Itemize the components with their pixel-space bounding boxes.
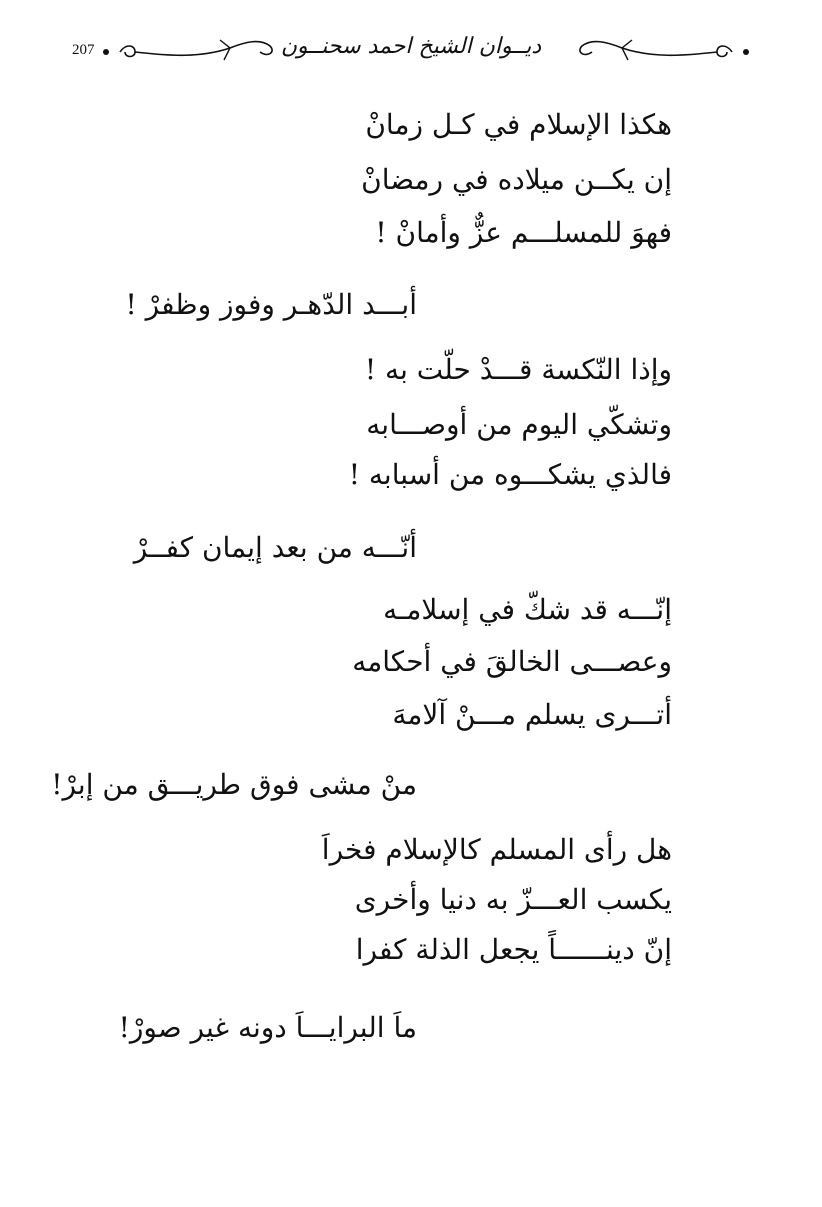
verse-line: هل رأى المسلم كالإسلام فخراَ <box>321 833 672 866</box>
stanza-refrain: منْ مشى فوق طريـــق من إبرْ! <box>51 768 417 801</box>
verse-line: فالذي يشكـــوه من أسبابه ! <box>348 458 672 491</box>
verse-line: إنّـــه قد شكّ في إسلامـه <box>383 593 672 626</box>
stanza-refrain: أبـــد الدّهـر وفوز وظفرْ ! <box>125 288 417 321</box>
verse-line: إنّ دينــــــاً يجعل الذلة كفرا <box>355 933 672 966</box>
stanza-refrain: ماَ البرايـــاَ دونه غير صورْ! <box>118 1011 417 1044</box>
book-title: ديــوان الشيخ احمد سحنــون <box>280 34 542 59</box>
verse-line: وتشكّي اليوم من أوصـــابه <box>366 408 672 441</box>
verse-line: وإذا النّكسة قـــدْ حلّت به ! <box>364 353 672 386</box>
page-number: 207 <box>72 42 95 58</box>
verse-line: أتـــرى يسلم مـــنْ آلامهَ <box>392 698 672 731</box>
verse-line: فهوَ للمسلـــم عزٌّ وأمانْ ! <box>375 216 672 249</box>
stanza-refrain: أنّـــه من بعد إيمان كفــرْ <box>133 531 417 564</box>
verse-line: يكسب العـــزّ به دنيا وأخرى <box>354 883 672 916</box>
verse-line: وعصـــى الخالقَ في أحكامه <box>352 645 672 678</box>
verse-line: إن يكــن ميلاده في رمضانْ <box>361 163 672 196</box>
verse-line: هكذا الإسلام في كـل زمانْ <box>365 108 672 141</box>
